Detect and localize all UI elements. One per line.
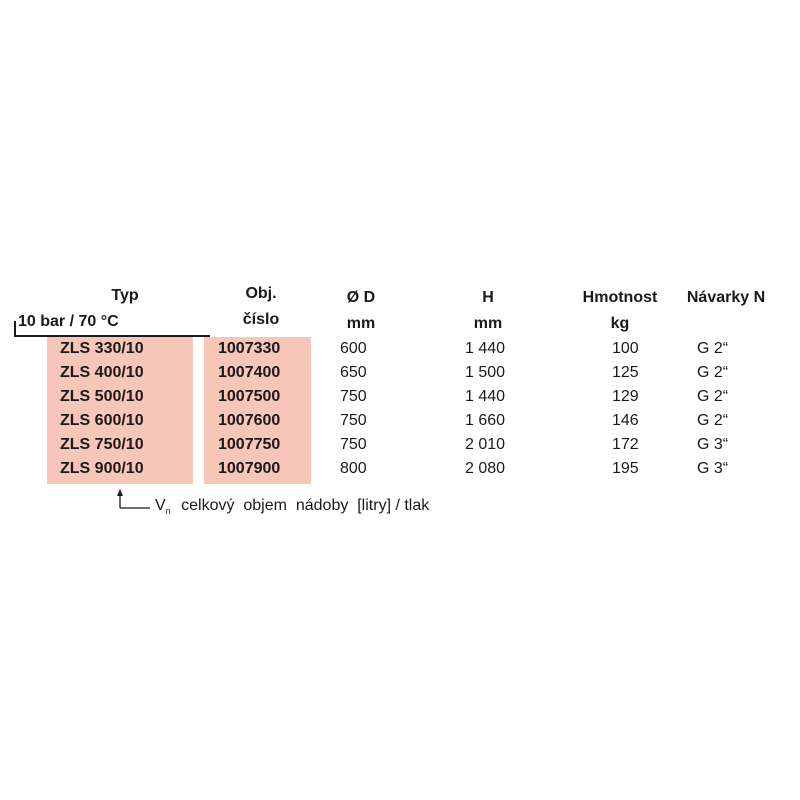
row-5-typ: ZLS 750/10 bbox=[60, 436, 144, 453]
row-1-kg: 100 bbox=[612, 340, 639, 357]
row-3-typ: ZLS 500/10 bbox=[60, 388, 144, 405]
row-2-h: 1 500 bbox=[465, 364, 506, 381]
header-navarky-1: Návarky N bbox=[686, 289, 766, 306]
row-6-nav: G 3“ bbox=[697, 460, 729, 477]
row-4-typ: ZLS 600/10 bbox=[60, 412, 144, 429]
header-hmotnost-2: kg bbox=[610, 315, 630, 332]
footnote-v: V bbox=[155, 497, 166, 514]
footnote-arrow-icon bbox=[112, 488, 152, 518]
row-2-typ: ZLS 400/10 bbox=[60, 364, 144, 381]
header-h-1: H bbox=[482, 289, 494, 306]
header-h-2: mm bbox=[473, 315, 503, 332]
footnote-v-sub: n bbox=[165, 506, 171, 517]
row-4-obj: 1007600 bbox=[218, 412, 281, 429]
row-6-d: 800 bbox=[340, 460, 367, 477]
row-4-nav: G 2“ bbox=[697, 412, 729, 429]
row-6-typ: ZLS 900/10 bbox=[60, 460, 144, 477]
row-2-obj: 1007400 bbox=[218, 364, 281, 381]
row-3-h: 1 440 bbox=[465, 388, 506, 405]
row-4-d: 750 bbox=[340, 412, 367, 429]
footnote-text: celkový objem nádoby [litry] / tlak bbox=[181, 497, 430, 514]
row-1-h: 1 440 bbox=[465, 340, 506, 357]
row-6-h: 2 080 bbox=[465, 460, 506, 477]
row-5-h: 2 010 bbox=[465, 436, 506, 453]
row-4-kg: 146 bbox=[612, 412, 639, 429]
header-obj-2: číslo bbox=[242, 311, 280, 328]
header-obj-1: Obj. bbox=[245, 285, 277, 302]
header-d-2: mm bbox=[346, 315, 376, 332]
row-5-d: 750 bbox=[340, 436, 367, 453]
row-2-nav: G 2“ bbox=[697, 364, 729, 381]
row-4-h: 1 660 bbox=[465, 412, 506, 429]
row-2-d: 650 bbox=[340, 364, 367, 381]
row-1-typ: ZLS 330/10 bbox=[60, 340, 144, 357]
header-hmotnost-1: Hmotnost bbox=[582, 289, 658, 306]
row-5-kg: 172 bbox=[612, 436, 639, 453]
row-5-nav: G 3“ bbox=[697, 436, 729, 453]
footnote bbox=[155, 497, 429, 516]
header-d-1: Ø D bbox=[346, 289, 376, 306]
header-typ-tick bbox=[14, 321, 16, 337]
row-6-obj: 1007900 bbox=[218, 460, 281, 477]
row-1-d: 600 bbox=[340, 340, 367, 357]
row-5-obj: 1007750 bbox=[218, 436, 281, 453]
header-typ-sub: 10 bar / 70 °C bbox=[18, 313, 119, 330]
row-6-kg: 195 bbox=[612, 460, 639, 477]
row-3-nav: G 2“ bbox=[697, 388, 729, 405]
row-2-kg: 125 bbox=[612, 364, 639, 381]
row-3-d: 750 bbox=[340, 388, 367, 405]
header-typ: Typ bbox=[111, 287, 139, 304]
row-3-obj: 1007500 bbox=[218, 388, 281, 405]
row-1-nav: G 2“ bbox=[697, 340, 729, 357]
row-3-kg: 129 bbox=[612, 388, 639, 405]
row-1-obj: 1007330 bbox=[218, 340, 281, 357]
